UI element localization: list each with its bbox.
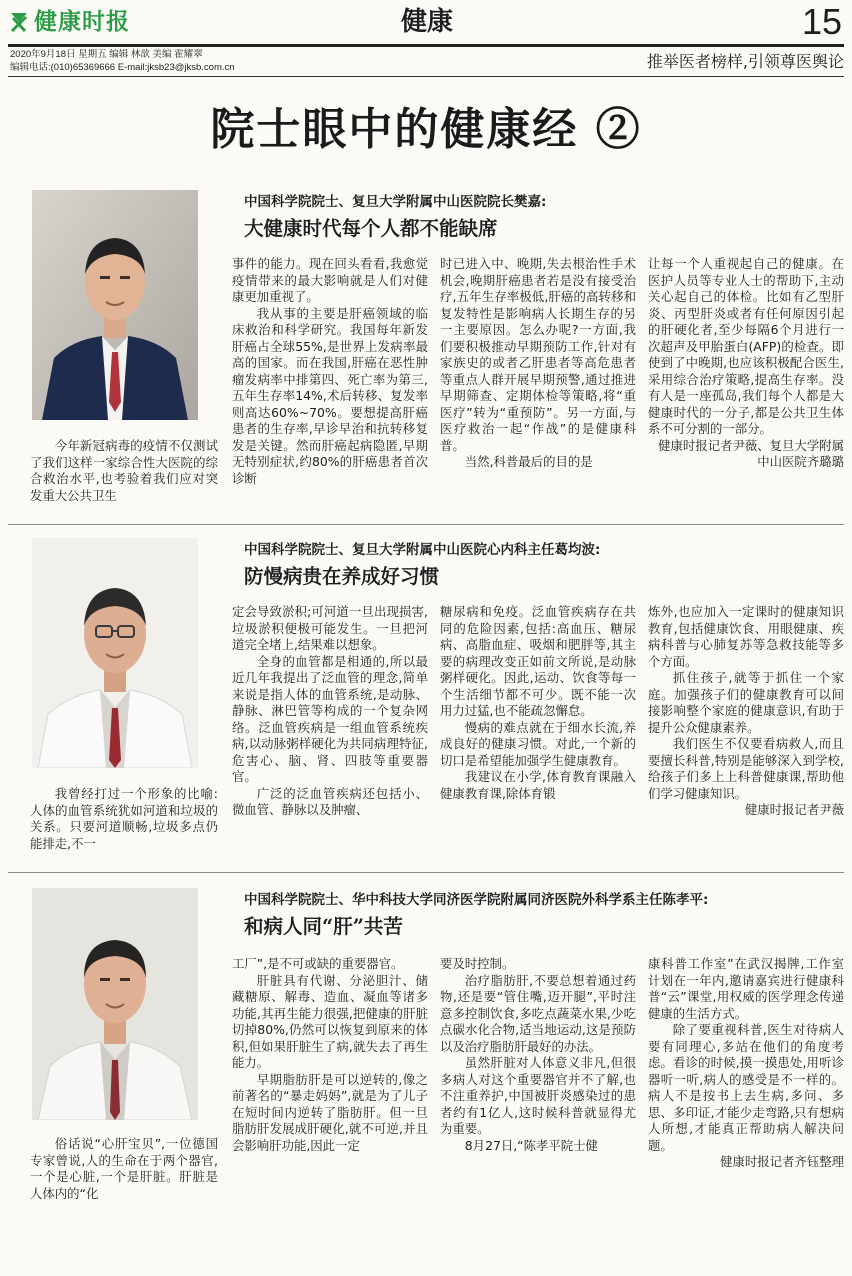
paragraph: 抓住孩子,就等于抓住一个家庭。加强孩子们的健康教育可以间接影响整个家庭的健康意识,有助于提升公众健康素养。 (648, 670, 844, 735)
article-1-column-3 (648, 256, 844, 516)
article-1-column-1 (232, 256, 428, 516)
article-separator (8, 524, 844, 525)
article-3-column-2 (440, 956, 636, 1216)
paragraph: 早期脂肪肝是可以逆转的,像之前著名的“暴走妈妈”,就是为了儿子在短时间内逆转了脂肪肝。但一旦脂肪肝发展成肝硬化,就不可逆,并且会影响肝功能,因此一定 (232, 1071, 428, 1153)
paragraph: 我建议在小学,体育教育课融入健康教育课,除体育锻 (440, 769, 636, 801)
article-1-caption: 今年新冠病毒的疫情不仅测试了我们这样一家综合性大医院的综合救治水平,也考验着我们应对突发重大公共卫生 (30, 438, 218, 503)
paragraph: 全身的血管都是相通的,所以最近几年我提出了泛血管的理念,简单来说是指人体的血管系统,是动脉、静脉、淋巴管等构成的一个复杂网络。泛血管疾病是一组血管系统疾病,以动脉粥样硬化为共同病理特征,危害心、脑、肾、四肢等重要器官。 (232, 653, 428, 784)
article-3-column-1 (232, 956, 428, 1216)
date-editor-line: 2020年9月18日 星期五 编辑 林歆 美编 霍耀翠 (10, 49, 203, 60)
article-1-title: 大健康时代每个人都不能缺席 (244, 217, 498, 240)
paragraph: 我们医生不仅要看病救人,而且要擅长科普,特别是能够深入到学校,给孩子们多上上科普健康课,帮助他们学习健康知识。 (648, 736, 844, 801)
portrait-photo-fan-jia (32, 190, 198, 420)
paragraph: 糖尿病和免疫。泛血管疾病存在共同的危险因素,包括:高血压、糖尿病、高脂血症、吸烟和肥胖等,其主要的病理改变正如前文所说,是动脉粥样硬化。因此,运动、饮食等每一个生活细节都不可少。既不能一次用力过猛,也不能疏忽懈怠。 (440, 604, 636, 718)
article-2-caption: 我曾经打过一个形象的比喻:人体的血管系统犹如河道和垃圾的关系。只要河道顺畅,垃圾多点仍能排走,不一 (30, 786, 218, 851)
article-2-title: 防慢病贵在养成好习惯 (244, 565, 440, 588)
header-rule (8, 76, 844, 77)
paragraph: 工厂”,是不可或缺的重要器官。 (232, 956, 404, 971)
paragraph: 要及时控制。 (440, 956, 515, 971)
portrait-illustration (32, 888, 198, 1120)
paragraph: 广泛的泛血管疾病还包括小、微血管、静脉以及肿瘤、 (232, 785, 428, 817)
portrait-photo-ge-junbo (32, 538, 198, 768)
portrait-illustration (32, 538, 198, 768)
logo-mark-icon (8, 9, 30, 35)
article-1-kicker: 中国科学院院士、复旦大学附属中山医院院长樊嘉: (244, 194, 547, 210)
page-number: 15 (801, 1, 842, 42)
article-2-column-2 (440, 604, 636, 864)
article-separator (8, 872, 844, 873)
paragraph: 让每一个人重视起自己的健康。在医护人员等专业人士的帮助下,主动关心起自己的体检。比如有乙型肝炎、丙型肝炎或者有任何原因引起的肝硬化者,至少每隔6个月进行一次超声及甲胎蛋白(AFP)的检查。即使到了中晚期,也应该积极配合医生,采用综合治疗策略,提高生存率。没有人是一座孤岛,我们每个人都是大健康时代的一分子,都是公共卫生体系不可分割的一部分。 (648, 256, 844, 436)
page-slogan: 推举医者榜样,引领尊医舆论 (646, 52, 844, 71)
article-2-kicker: 中国科学院院士、复旦大学附属中山医院心内科主任葛均波: (244, 542, 601, 558)
paragraph: 定会导致淤积;可河道一旦出现损害,垃圾淤积便极可能发生。一旦把河道完全堵上,结果难以想象。 (232, 604, 428, 652)
byline: 健康时报记者尹薇 (744, 802, 844, 817)
article-3-kicker: 中国科学院院士、华中科技大学同济医学院附属同济医院外科学系主任陈孝平: (244, 892, 709, 908)
paragraph: 8月27日,“陈孝平院士健 (464, 1137, 598, 1153)
article-2-column-1 (232, 604, 428, 864)
byline: 健康时报记者尹薇、复旦大学附属中山医院齐璐璐 (658, 437, 844, 469)
article-2-column-3 (648, 604, 844, 864)
article-3-column-3 (648, 956, 844, 1216)
newspaper-logo (8, 4, 140, 40)
byline: 健康时报记者齐钰整理 (720, 1154, 844, 1169)
paragraph: 治疗脂肪肝,不要总想着通过药物,还是要“管住嘴,迈开腿”,平时注意多控制饮食,多吃点蔬菜水果,少吃点碳水化合物,适当地运动,这是预防以及治疗脂肪肝最好的办法。 (440, 972, 636, 1054)
contact-line: 编辑电话:(010)65369666 E-mail:jksb23@jksb.com.cn (10, 62, 235, 73)
masthead-rule (8, 44, 844, 47)
portrait-illustration (32, 190, 198, 420)
paragraph: 除了要重视科普,医生对待病人要有同理心,多站在他们的角度考虑。看诊的时候,摸一摸患处,用听诊器听一听,病人的感受是不一样的。病人不是按书上去生病,多问、多思、多印证,才能少走弯路,只有想病人所想,才能真正帮助病人解决问题。 (648, 1022, 844, 1153)
paragraph: 时已进入中、晚期,失去根治性手术机会,晚期肝癌患者若是没有接受治疗,五年生存率极低,肝癌的高转移和复发特性是影响病人长期生存的另一主要原因。怎么办呢?一方面,我们要积极推动早期预防工作,针对有家族史的或者乙肝患者等高危患者等重点人群开展早期预警,通过推进早期筛查、定期体检等策略,将“重医疗”转为“重预防”。另一方面,与医疗救治一起“作战”的是健康科普。 (440, 256, 636, 453)
paragraph: 虽然肝脏对人体意义非凡,但很多病人对这个重要器官并不了解,也不注重养护,中国被肝炎感染过的患者约有1亿人,这时候科普就显得尤为重要。 (440, 1055, 636, 1136)
article-3-caption: 俗话说“心肝宝贝”,一位德国专家曾说,人的生命在于两个器官,一个是心脏,一个是肝脏。肝脏是人体内的“化 (30, 1136, 218, 1201)
section-name: 健康 (400, 7, 453, 37)
paragraph: 慢病的难点就在于细水长流,养成良好的健康习惯。对此,一个新的切口是希望能加强学生健康教育。 (440, 719, 636, 768)
paragraph: 事件的能力。现在回头看看,我愈觉疫情带来的最大影响就是人们对健康更加重视了。 (232, 256, 428, 304)
paragraph: 我从事的主要是肝癌领域的临床救治和科学研究。我国每年新发肝癌占全球55%,是世界上发病率最高的国家。而在我国,肝癌在恶性肿瘤发病率中排第四、死亡率为第三,五年生存率14%,术后转移、复发率则高达60%~70%。要想提高肝癌患者的生存率,早诊早治和抗转移复发是关键。然而肝癌起病隐匿,早期无特别症状,约80%的肝癌患者首次诊断 (232, 305, 428, 486)
paragraph: 康科普工作室”在武汉揭牌,工作室计划在一年内,邀请嘉宾进行健康科普“云”课堂,用权威的医学理念传递健康的生活方式。 (648, 956, 844, 1021)
article-1-column-2 (440, 256, 636, 516)
page-headline: 院士眼中的健康经 ② (210, 104, 642, 155)
paragraph: 当然,科普最后的目的是 (464, 454, 593, 469)
paragraph: 肝脏具有代谢、分泌胆汁、储藏糖原、解毒、造血、凝血等诸多功能,其再生能力很强,把健康的肝脏切掉80%,仍然可以恢复到原来的体积,但如果肝脏生了病,就失去了再生能力。 (232, 972, 428, 1070)
paragraph: 炼外,也应加入一定课时的健康知识教育,包括健康饮食、用眼健康、疾病科普与心肺复苏等急救技能等多个方面。 (648, 604, 844, 669)
logo-text: 健康时报 (34, 9, 130, 35)
portrait-photo-chen-xiaoping (32, 888, 198, 1120)
article-3-title: 和病人同“肝”共苦 (244, 915, 403, 938)
